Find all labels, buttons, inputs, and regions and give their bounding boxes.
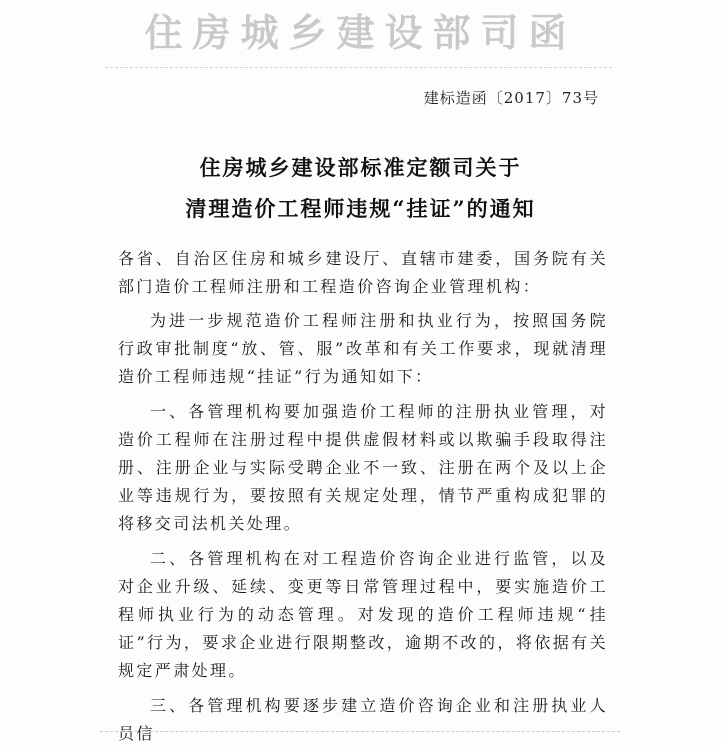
paragraph-item-2: 二、各管理机构在对工程造价咨询企业进行监管，以及对企业升级、延续、变更等日常管理过程中，要实施造价工程师执业行为的动态管理。对发现的造价工程师违规“挂证”行为，要求企业进行限期整改，逾期不改的，将依据有关规定严肃处理。 (118, 549, 608, 680)
paragraph-intro: 为进一步规范造价工程师注册和执业行为，按照国务院行政审批制度“放、管、服”改革和有关工作要求，现就清理造价工程师违规“挂证”行为通知如下： (118, 311, 608, 386)
letterhead: 住房城乡建设部司函 (144, 10, 577, 55)
document-body (118, 245, 608, 747)
paragraph-item-3: 三、各管理机构要逐步建立造价咨询企业和注册执业人员信 (118, 696, 608, 743)
title-line-2: 清理造价工程师违规“挂证”的通知 (185, 196, 536, 221)
addressee: 各省、自治区住房和城乡建设厅、直辖市建委，国务院有关部门造价工程师注册和工程造价咨询企业管理机构： (118, 249, 608, 296)
document-number: 建标造函〔2017〕73号 (423, 89, 599, 107)
page-bottom-edge (100, 731, 620, 732)
paragraph-item-1: 一、各管理机构要加强造价工程师的注册执业管理，对造价工程师在注册过程中提供虚假材料或以欺骗手段取得注册、注册企业与实际受聘企业不一致、注册在两个及以上企业等违规行为，要按照有关规定处理，情节严重构成犯罪的将移交司法机关处理。 (118, 402, 608, 533)
letterhead-divider (105, 67, 612, 68)
title-line-1: 住房城乡建设部标准定额司关于 (199, 155, 522, 180)
document-title (0, 147, 721, 229)
